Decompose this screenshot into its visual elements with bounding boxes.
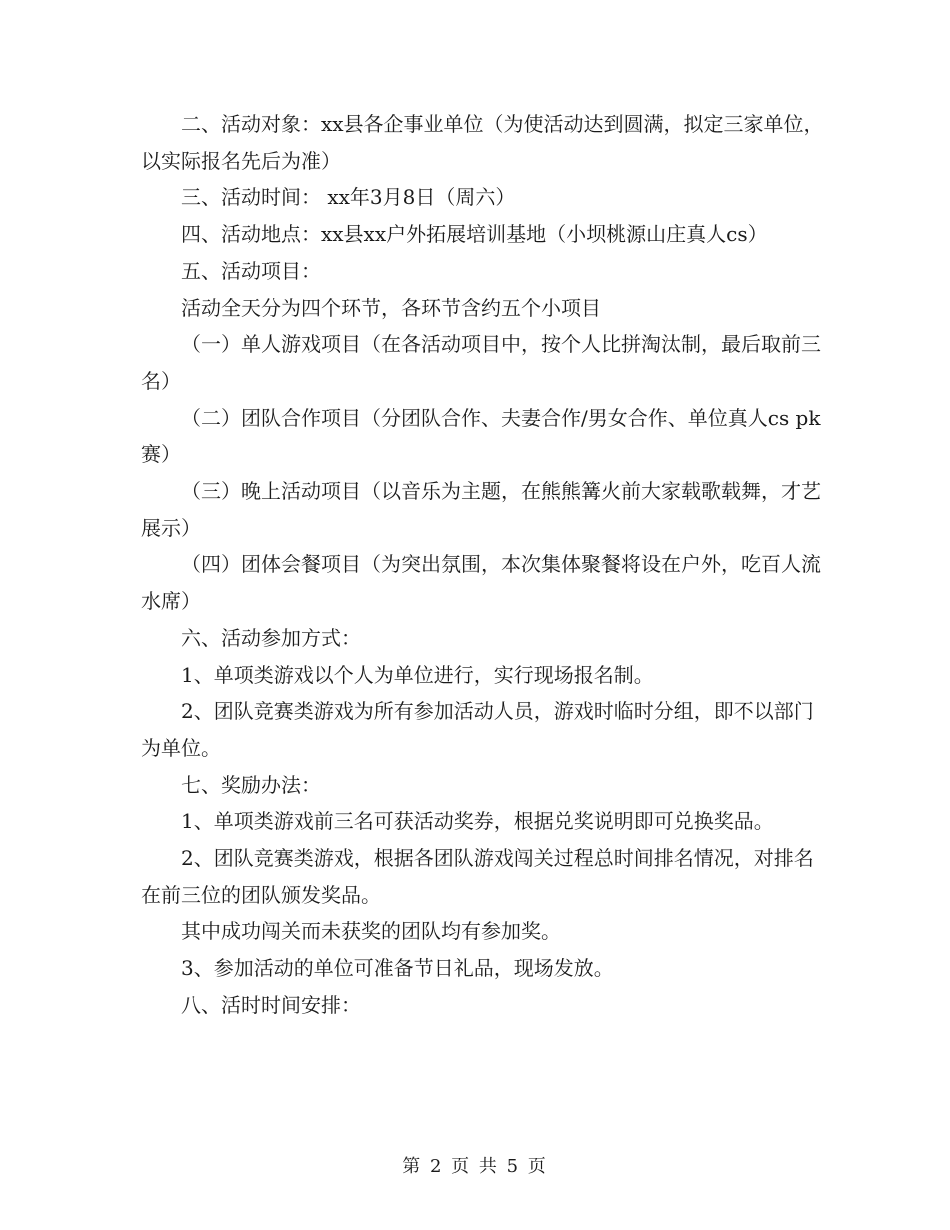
paragraph-reward-heading: 七、奖励办法： [181, 772, 321, 797]
paragraph-participation-heading: 六、活动参加方式： [181, 625, 361, 650]
paragraph-item-single-games: （一）单人游戏项目（在各活动项目中，按个人比拼淘汰制，最后取前三名） [141, 332, 821, 393]
paragraph-activity-location: 四、活动地点：xx县xx户外拓展培训基地（小坝桃源山庄真人cs） [181, 222, 768, 247]
paragraph-schedule-heading: 八、活时时间安排： [181, 992, 361, 1017]
page-number-footer: 第 2 页 共 5 页 [402, 1156, 548, 1177]
paragraph-activity-items-heading: 五、活动项目： [181, 258, 321, 283]
paragraph-activity-target: 二、活动对象：xx县各企事业单位（为使活动达到圆满，拟定三家单位，以实际报名先后为准） [141, 112, 824, 173]
paragraph-reward-single: 1、单项类游戏前三名可获活动奖券，根据兑奖说明即可兑换奖品。 [181, 809, 774, 834]
paragraph-participation-team: 2、团队竞赛类游戏为所有参加活动人员，游戏时临时分组，即不以部门为单位。 [141, 699, 814, 760]
paragraph-reward-team: 2、团队竞赛类游戏，根据各团队游戏闯关过程总时间排名情况，对排名在前三位的团队颁发奖品。 [141, 846, 814, 907]
document-body [141, 106, 831, 1024]
paragraph-reward-participation: 其中成功闯关而未获奖的团队均有参加奖。 [181, 919, 561, 944]
paragraph-item-team-cooperation: （二）团队合作项目（分团队合作、夫妻合作/男女合作、单位真人cs pk赛） [141, 405, 821, 467]
paragraph-item-group-dinner: （四）团体会餐项目（为突出氛围，本次集体聚餐将设在户外，吃百人流水席） [141, 552, 821, 614]
paragraph-participation-single: 1、单项类游戏以个人为单位进行，实行现场报名制。 [181, 662, 654, 687]
paragraph-reward-gifts: 3、参加活动的单位可准备节日礼品，现场发放。 [181, 956, 614, 981]
paragraph-activity-overview: 活动全天分为四个环节，各环节含约五个小项目 [181, 295, 601, 320]
paragraph-activity-time: 三、活动时间： xx年3月8日（周六） [181, 185, 516, 210]
paragraph-item-evening-activity: （三）晚上活动项目（以音乐为主题，在熊熊篝火前大家载歌载舞，才艺展示） [141, 479, 821, 540]
